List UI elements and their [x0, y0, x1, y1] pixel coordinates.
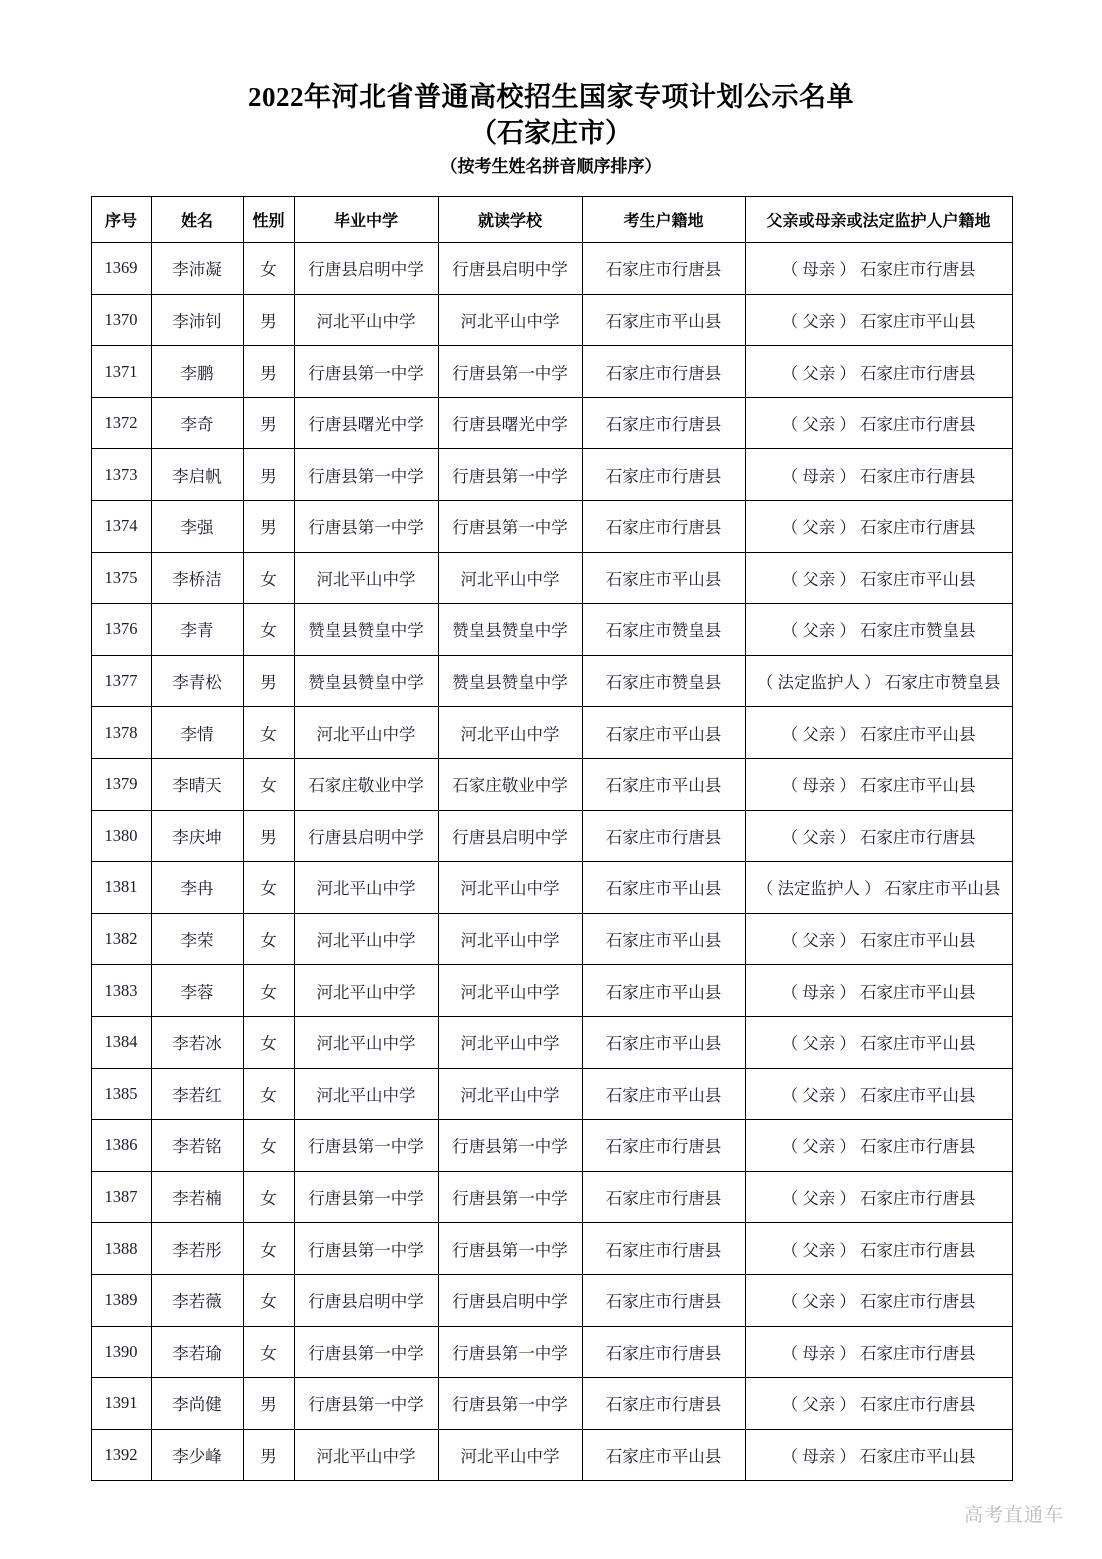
cell-attending_school: 行唐县启明中学: [438, 1274, 582, 1326]
cell-gender: 女: [243, 1274, 294, 1326]
cell-graduated_school: 河北平山中学: [294, 862, 438, 914]
cell-index: 1384: [91, 1016, 151, 1068]
cell-name: 李若瑜: [151, 1326, 243, 1378]
cell-gender: 女: [243, 243, 294, 295]
cell-name: 李庆坤: [151, 810, 243, 862]
cell-name: 李青: [151, 604, 243, 656]
cell-candidate_domicile: 石家庄市平山县: [582, 294, 745, 346]
table-row: [91, 1223, 1012, 1275]
cell-guardian_domicile: （ 父亲 ） 石家庄市行唐县: [745, 501, 1012, 553]
table-row: [91, 243, 1012, 295]
cell-attending_school: 行唐县第一中学: [438, 501, 582, 553]
cell-guardian_domicile: （ 父亲 ） 石家庄市赞皇县: [745, 604, 1012, 656]
cell-guardian_domicile: （ 法定监护人 ） 石家庄市平山县: [745, 862, 1012, 914]
table-row: [91, 604, 1012, 656]
watermark: 高考直通车: [963, 1505, 1064, 1526]
cell-guardian_domicile: （ 父亲 ） 石家庄市平山县: [745, 294, 1012, 346]
cell-guardian_domicile: （ 母亲 ） 石家庄市行唐县: [745, 243, 1012, 295]
cell-index: 1386: [91, 1120, 151, 1172]
cell-attending_school: 河北平山中学: [438, 294, 582, 346]
table-row: [91, 1429, 1012, 1481]
cell-graduated_school: 河北平山中学: [294, 707, 438, 759]
cell-candidate_domicile: 石家庄市行唐县: [582, 243, 745, 295]
cell-guardian_domicile: （ 父亲 ） 石家庄市平山县: [745, 913, 1012, 965]
cell-index: 1380: [91, 810, 151, 862]
cell-attending_school: 行唐县第一中学: [438, 1326, 582, 1378]
cell-candidate_domicile: 石家庄市行唐县: [582, 1274, 745, 1326]
cell-name: 李沛凝: [151, 243, 243, 295]
table-row: [91, 1326, 1012, 1378]
cell-candidate_domicile: 石家庄市平山县: [582, 707, 745, 759]
cell-gender: 男: [243, 655, 294, 707]
cell-index: 1381: [91, 862, 151, 914]
cell-candidate_domicile: 石家庄市平山县: [582, 1068, 745, 1120]
cell-name: 李沛钊: [151, 294, 243, 346]
cell-name: 李情: [151, 707, 243, 759]
cell-attending_school: 河北平山中学: [438, 1068, 582, 1120]
cell-gender: 男: [243, 294, 294, 346]
cell-attending_school: 行唐县曙光中学: [438, 397, 582, 449]
cell-guardian_domicile: （ 母亲 ） 石家庄市平山县: [745, 965, 1012, 1017]
cell-guardian_domicile: （ 母亲 ） 石家庄市行唐县: [745, 1326, 1012, 1378]
cell-index: 1369: [91, 243, 151, 295]
table-header-row: [91, 197, 1012, 243]
column-header-graduated-school: 毕业中学: [294, 197, 438, 243]
cell-graduated_school: 行唐县启明中学: [294, 1274, 438, 1326]
cell-candidate_domicile: 石家庄市行唐县: [582, 397, 745, 449]
cell-graduated_school: 行唐县第一中学: [294, 346, 438, 398]
document-header: [0, 0, 1102, 179]
cell-name: 李若楠: [151, 1171, 243, 1223]
document-subtitle-city: （石家庄市）: [470, 118, 632, 149]
cell-index: 1372: [91, 397, 151, 449]
cell-candidate_domicile: 石家庄市平山县: [582, 552, 745, 604]
cell-graduated_school: 石家庄敬业中学: [294, 758, 438, 810]
cell-name: 李青松: [151, 655, 243, 707]
cell-candidate_domicile: 石家庄市行唐县: [582, 449, 745, 501]
table-row: [91, 346, 1012, 398]
cell-gender: 女: [243, 965, 294, 1017]
table-row: [91, 1016, 1012, 1068]
cell-attending_school: 行唐县第一中学: [438, 449, 582, 501]
document-title: 2022年河北省普通高校招生国家专项计划公示名单: [248, 82, 854, 112]
cell-attending_school: 河北平山中学: [438, 1016, 582, 1068]
cell-graduated_school: 赞皇县赞皇中学: [294, 655, 438, 707]
cell-graduated_school: 行唐县启明中学: [294, 243, 438, 295]
cell-graduated_school: 河北平山中学: [294, 913, 438, 965]
cell-gender: 男: [243, 1378, 294, 1430]
cell-index: 1375: [91, 552, 151, 604]
cell-gender: 男: [243, 397, 294, 449]
cell-candidate_domicile: 石家庄市平山县: [582, 913, 745, 965]
table-row: [91, 397, 1012, 449]
table-row: [91, 1274, 1012, 1326]
cell-index: 1376: [91, 604, 151, 656]
cell-guardian_domicile: （ 父亲 ） 石家庄市行唐县: [745, 346, 1012, 398]
cell-candidate_domicile: 石家庄市平山县: [582, 758, 745, 810]
cell-attending_school: 河北平山中学: [438, 1429, 582, 1481]
cell-attending_school: 赞皇县赞皇中学: [438, 655, 582, 707]
cell-graduated_school: 行唐县第一中学: [294, 1120, 438, 1172]
column-header-index: 序号: [91, 197, 151, 243]
table-row: [91, 810, 1012, 862]
cell-gender: 男: [243, 810, 294, 862]
cell-index: 1373: [91, 449, 151, 501]
cell-gender: 女: [243, 862, 294, 914]
cell-attending_school: 赞皇县赞皇中学: [438, 604, 582, 656]
cell-index: 1387: [91, 1171, 151, 1223]
cell-attending_school: 河北平山中学: [438, 862, 582, 914]
table-row: [91, 449, 1012, 501]
table-row: [91, 294, 1012, 346]
cell-gender: 女: [243, 604, 294, 656]
cell-name: 李桥洁: [151, 552, 243, 604]
cell-index: 1371: [91, 346, 151, 398]
cell-graduated_school: 行唐县第一中学: [294, 501, 438, 553]
roster-table-head: [91, 197, 1012, 243]
cell-graduated_school: 河北平山中学: [294, 1429, 438, 1481]
cell-name: 李蓉: [151, 965, 243, 1017]
cell-attending_school: 行唐县第一中学: [438, 1223, 582, 1275]
cell-graduated_school: 河北平山中学: [294, 294, 438, 346]
column-header-candidate-domicile: 考生户籍地: [582, 197, 745, 243]
cell-name: 李若冰: [151, 1016, 243, 1068]
cell-attending_school: 石家庄敬业中学: [438, 758, 582, 810]
cell-candidate_domicile: 石家庄市行唐县: [582, 1378, 745, 1430]
table-row: [91, 965, 1012, 1017]
cell-guardian_domicile: （ 父亲 ） 石家庄市行唐县: [745, 1274, 1012, 1326]
cell-index: 1385: [91, 1068, 151, 1120]
cell-graduated_school: 行唐县第一中学: [294, 1378, 438, 1430]
cell-guardian_domicile: （ 母亲 ） 石家庄市行唐县: [745, 449, 1012, 501]
cell-graduated_school: 行唐县第一中学: [294, 1326, 438, 1378]
cell-graduated_school: 河北平山中学: [294, 965, 438, 1017]
cell-attending_school: 河北平山中学: [438, 965, 582, 1017]
cell-guardian_domicile: （ 母亲 ） 石家庄市平山县: [745, 1429, 1012, 1481]
cell-candidate_domicile: 石家庄市行唐县: [582, 1171, 745, 1223]
cell-gender: 女: [243, 913, 294, 965]
cell-attending_school: 行唐县第一中学: [438, 1378, 582, 1430]
document-sort-note: （按考生姓名拼音顺序排序）: [440, 156, 662, 176]
cell-name: 李若红: [151, 1068, 243, 1120]
cell-graduated_school: 行唐县第一中学: [294, 449, 438, 501]
cell-guardian_domicile: （ 法定监护人 ） 石家庄市赞皇县: [745, 655, 1012, 707]
table-row: [91, 655, 1012, 707]
cell-index: 1383: [91, 965, 151, 1017]
cell-name: 李启帆: [151, 449, 243, 501]
table-row: [91, 913, 1012, 965]
cell-graduated_school: 行唐县曙光中学: [294, 397, 438, 449]
cell-attending_school: 行唐县第一中学: [438, 1120, 582, 1172]
cell-guardian_domicile: （ 父亲 ） 石家庄市平山县: [745, 1016, 1012, 1068]
table-row: [91, 1378, 1012, 1430]
cell-guardian_domicile: （ 父亲 ） 石家庄市行唐县: [745, 1223, 1012, 1275]
cell-guardian_domicile: （ 母亲 ） 石家庄市平山县: [745, 758, 1012, 810]
cell-guardian_domicile: （ 父亲 ） 石家庄市平山县: [745, 1068, 1012, 1120]
table-row: [91, 552, 1012, 604]
cell-graduated_school: 河北平山中学: [294, 1068, 438, 1120]
cell-index: 1370: [91, 294, 151, 346]
cell-attending_school: 河北平山中学: [438, 707, 582, 759]
cell-gender: 男: [243, 346, 294, 398]
cell-candidate_domicile: 石家庄市行唐县: [582, 810, 745, 862]
cell-candidate_domicile: 石家庄市行唐县: [582, 1326, 745, 1378]
cell-name: 李晴天: [151, 758, 243, 810]
cell-candidate_domicile: 石家庄市行唐县: [582, 1223, 745, 1275]
column-header-attending-school: 就读学校: [438, 197, 582, 243]
cell-name: 李若薇: [151, 1274, 243, 1326]
cell-candidate_domicile: 石家庄市行唐县: [582, 501, 745, 553]
column-header-guardian-domicile: 父亲或母亲或法定监护人户籍地: [745, 197, 1012, 243]
cell-graduated_school: 行唐县第一中学: [294, 1171, 438, 1223]
column-header-name: 姓名: [151, 197, 243, 243]
cell-guardian_domicile: （ 父亲 ） 石家庄市平山县: [745, 552, 1012, 604]
cell-name: 李若彤: [151, 1223, 243, 1275]
cell-guardian_domicile: （ 父亲 ） 石家庄市行唐县: [745, 397, 1012, 449]
table-row: [91, 707, 1012, 759]
cell-guardian_domicile: （ 父亲 ） 石家庄市行唐县: [745, 810, 1012, 862]
cell-gender: 女: [243, 1120, 294, 1172]
table-row: [91, 501, 1012, 553]
cell-attending_school: 行唐县第一中学: [438, 1171, 582, 1223]
table-row: [91, 1120, 1012, 1172]
cell-candidate_domicile: 石家庄市平山县: [582, 1016, 745, 1068]
cell-gender: 男: [243, 449, 294, 501]
table-row: [91, 1068, 1012, 1120]
cell-candidate_domicile: 石家庄市行唐县: [582, 346, 745, 398]
cell-name: 李若铭: [151, 1120, 243, 1172]
cell-graduated_school: 行唐县第一中学: [294, 1223, 438, 1275]
cell-attending_school: 行唐县启明中学: [438, 243, 582, 295]
cell-gender: 女: [243, 552, 294, 604]
cell-index: 1382: [91, 913, 151, 965]
cell-name: 李冉: [151, 862, 243, 914]
cell-gender: 女: [243, 758, 294, 810]
cell-gender: 女: [243, 707, 294, 759]
cell-name: 李奇: [151, 397, 243, 449]
cell-index: 1389: [91, 1274, 151, 1326]
cell-guardian_domicile: （ 父亲 ） 石家庄市行唐县: [745, 1171, 1012, 1223]
cell-index: 1390: [91, 1326, 151, 1378]
table-row: [91, 758, 1012, 810]
roster-table-container: [91, 196, 1012, 1481]
cell-name: 李少峰: [151, 1429, 243, 1481]
cell-candidate_domicile: 石家庄市赞皇县: [582, 604, 745, 656]
cell-attending_school: 河北平山中学: [438, 913, 582, 965]
cell-attending_school: 河北平山中学: [438, 552, 582, 604]
cell-graduated_school: 河北平山中学: [294, 552, 438, 604]
cell-guardian_domicile: （ 父亲 ） 石家庄市行唐县: [745, 1378, 1012, 1430]
table-row: [91, 1171, 1012, 1223]
cell-guardian_domicile: （ 父亲 ） 石家庄市行唐县: [745, 1120, 1012, 1172]
cell-index: 1374: [91, 501, 151, 553]
cell-candidate_domicile: 石家庄市平山县: [582, 1429, 745, 1481]
column-header-gender: 性别: [243, 197, 294, 243]
cell-gender: 男: [243, 1429, 294, 1481]
cell-attending_school: 行唐县第一中学: [438, 346, 582, 398]
roster-table: [91, 196, 1013, 1481]
cell-candidate_domicile: 石家庄市赞皇县: [582, 655, 745, 707]
cell-index: 1392: [91, 1429, 151, 1481]
cell-graduated_school: 河北平山中学: [294, 1016, 438, 1068]
cell-index: 1378: [91, 707, 151, 759]
cell-index: 1379: [91, 758, 151, 810]
cell-graduated_school: 行唐县启明中学: [294, 810, 438, 862]
cell-name: 李尚健: [151, 1378, 243, 1430]
cell-candidate_domicile: 石家庄市平山县: [582, 965, 745, 1017]
cell-index: 1388: [91, 1223, 151, 1275]
cell-graduated_school: 赞皇县赞皇中学: [294, 604, 438, 656]
cell-index: 1391: [91, 1378, 151, 1430]
cell-index: 1377: [91, 655, 151, 707]
cell-attending_school: 行唐县启明中学: [438, 810, 582, 862]
cell-gender: 男: [243, 501, 294, 553]
cell-gender: 女: [243, 1223, 294, 1275]
table-row: [91, 862, 1012, 914]
cell-candidate_domicile: 石家庄市平山县: [582, 862, 745, 914]
cell-gender: 女: [243, 1171, 294, 1223]
cell-guardian_domicile: （ 父亲 ） 石家庄市平山县: [745, 707, 1012, 759]
cell-name: 李鹏: [151, 346, 243, 398]
cell-gender: 女: [243, 1016, 294, 1068]
cell-name: 李荣: [151, 913, 243, 965]
cell-gender: 女: [243, 1326, 294, 1378]
cell-gender: 女: [243, 1068, 294, 1120]
cell-candidate_domicile: 石家庄市行唐县: [582, 1120, 745, 1172]
cell-name: 李强: [151, 501, 243, 553]
roster-table-body: [91, 243, 1012, 1481]
